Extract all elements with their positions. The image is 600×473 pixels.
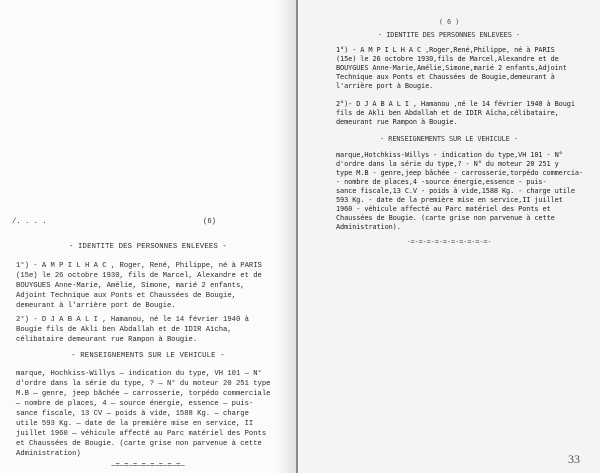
text-line: (15e) le 26 octobre 1930, fils de Marcel, Alexandre et de	[16, 272, 262, 280]
heading-persons: - IDENTITE DES PERSONNES ENLEVEES -	[378, 31, 520, 39]
text-line: Technique aux Ponts et Chaussées de Bougie,demeurant à	[336, 73, 555, 81]
text-line: 1°) - A M P I L H A C , Roger, René, Philippe, né à PARIS	[16, 262, 262, 270]
text-line: Chaussées de Bougie. (carte grise non parvenue à cette	[336, 214, 555, 222]
text-line: d'ordre dans la série du type,? - N° du moteur 20 251 y	[336, 160, 559, 168]
right-page	[298, 0, 600, 473]
text-line: juillet 1960 — véhicule affecté au Parc matériel des Ponts	[16, 430, 267, 438]
text-line: 2°)- D J A B A L I , Hamanou ,né le 14 février 1940 à Bougi	[336, 100, 575, 108]
text-line: (15e) le 26 octobre 1930,fils de Marcel,Alexandre et de	[336, 55, 559, 63]
text-line: célibataire demeurant rue Rampon à Bougie.	[16, 336, 198, 344]
text-line: — nombre de places, 4 — source énergie, essence — puis-	[16, 400, 254, 408]
text-line: sance fiscale, 13 CV — poids à vide, 1588 Kg. — charge	[16, 410, 249, 418]
page-number: ( 6 )	[438, 18, 460, 26]
heading-vehicle: - RENSEIGNEMENTS SUR LE VEHICULE -	[71, 352, 225, 360]
text-line: BOUYGUES Anne-Marie,Amélie,Simone,marié 2 enfants,Adjoint	[336, 64, 567, 72]
text-line: Adjoint Technique aux Ponts et Chaussées de Bougie,	[16, 292, 236, 300]
left-page	[0, 0, 296, 473]
heading-persons: - IDENTITE DES PERSONNES ENLEVEES -	[69, 243, 227, 251]
text-line: fils de Akli ben Abdallah et de IDIR Aïcha,célibataire,	[336, 109, 559, 117]
text-line: 2°) - D J A B A L I , Hamanou, né le 14 février 1940 à	[16, 316, 249, 324]
text-line: d'ordre dans la série du type, ? — N° du moteur 20 251 type	[16, 380, 271, 388]
folio-number: 33	[568, 452, 580, 466]
text-line: M.B — genre, jeep bâchée — carrosserie, torpédo commerciale	[16, 390, 271, 398]
text-line: BOUYGUES Anne-Marie, Amélie, Simone, marié 2 enfants,	[16, 282, 245, 290]
heading-vehicle: - RENSEIGNEMENTS SUR LE VEHICULE -	[380, 135, 518, 143]
text-line: Bougie fils de Akli ben Abdallah et de IDIR Aïcha,	[16, 326, 232, 334]
text-line: marque, Hochkiss-Willys — indication du type, VH 101 — N°	[16, 370, 262, 378]
gutter-shadow	[276, 0, 296, 473]
text-line: Administration).	[336, 223, 401, 231]
text-line: sance fiscale,13 C.V - poids à vide,1588 Kg. - charge utile	[336, 187, 575, 195]
page-number: (6)	[203, 218, 216, 226]
text-line: l'arrière port à Bougie.	[336, 82, 434, 90]
continuation-marker: /. . . .	[12, 218, 47, 226]
text-line: - nombre de places,4 -source énergie,essence - puis-	[336, 178, 547, 186]
text-line: type M.B - genre,jeep bâchée - carrosserie,torpédo commercia-	[336, 169, 583, 177]
text-line: demeurant rue Rampon à Bougie.	[336, 118, 458, 126]
text-line: 1°) - A M P I L H A C ,Roger,René,Philippe, né à PARIS	[336, 46, 555, 54]
end-mark: -=-=-=-=-=-=-=-=-=-=-	[406, 238, 492, 246]
text-line: demeurant à l'arrière port de Bougie.	[16, 302, 176, 310]
text-line: 593 Kg. - date de la première mise en service,II juillet	[336, 196, 563, 204]
text-line: marque,Hotchkiss-Willys - indication du type,VH 101 - N°	[336, 151, 563, 159]
text-line: utile 593 Kg. — date de la première mise en service, II	[16, 420, 254, 428]
text-line: et Chaussées de Bougie. (carte grise non parvenue à cette	[16, 440, 262, 448]
text-line: Administration)	[16, 450, 81, 458]
end-mark: —=—=—=—=—=—=—=—=—	[111, 462, 185, 470]
text-line: 1960 - véhicule affecté au Parc matériel des Ponts et	[336, 205, 551, 213]
